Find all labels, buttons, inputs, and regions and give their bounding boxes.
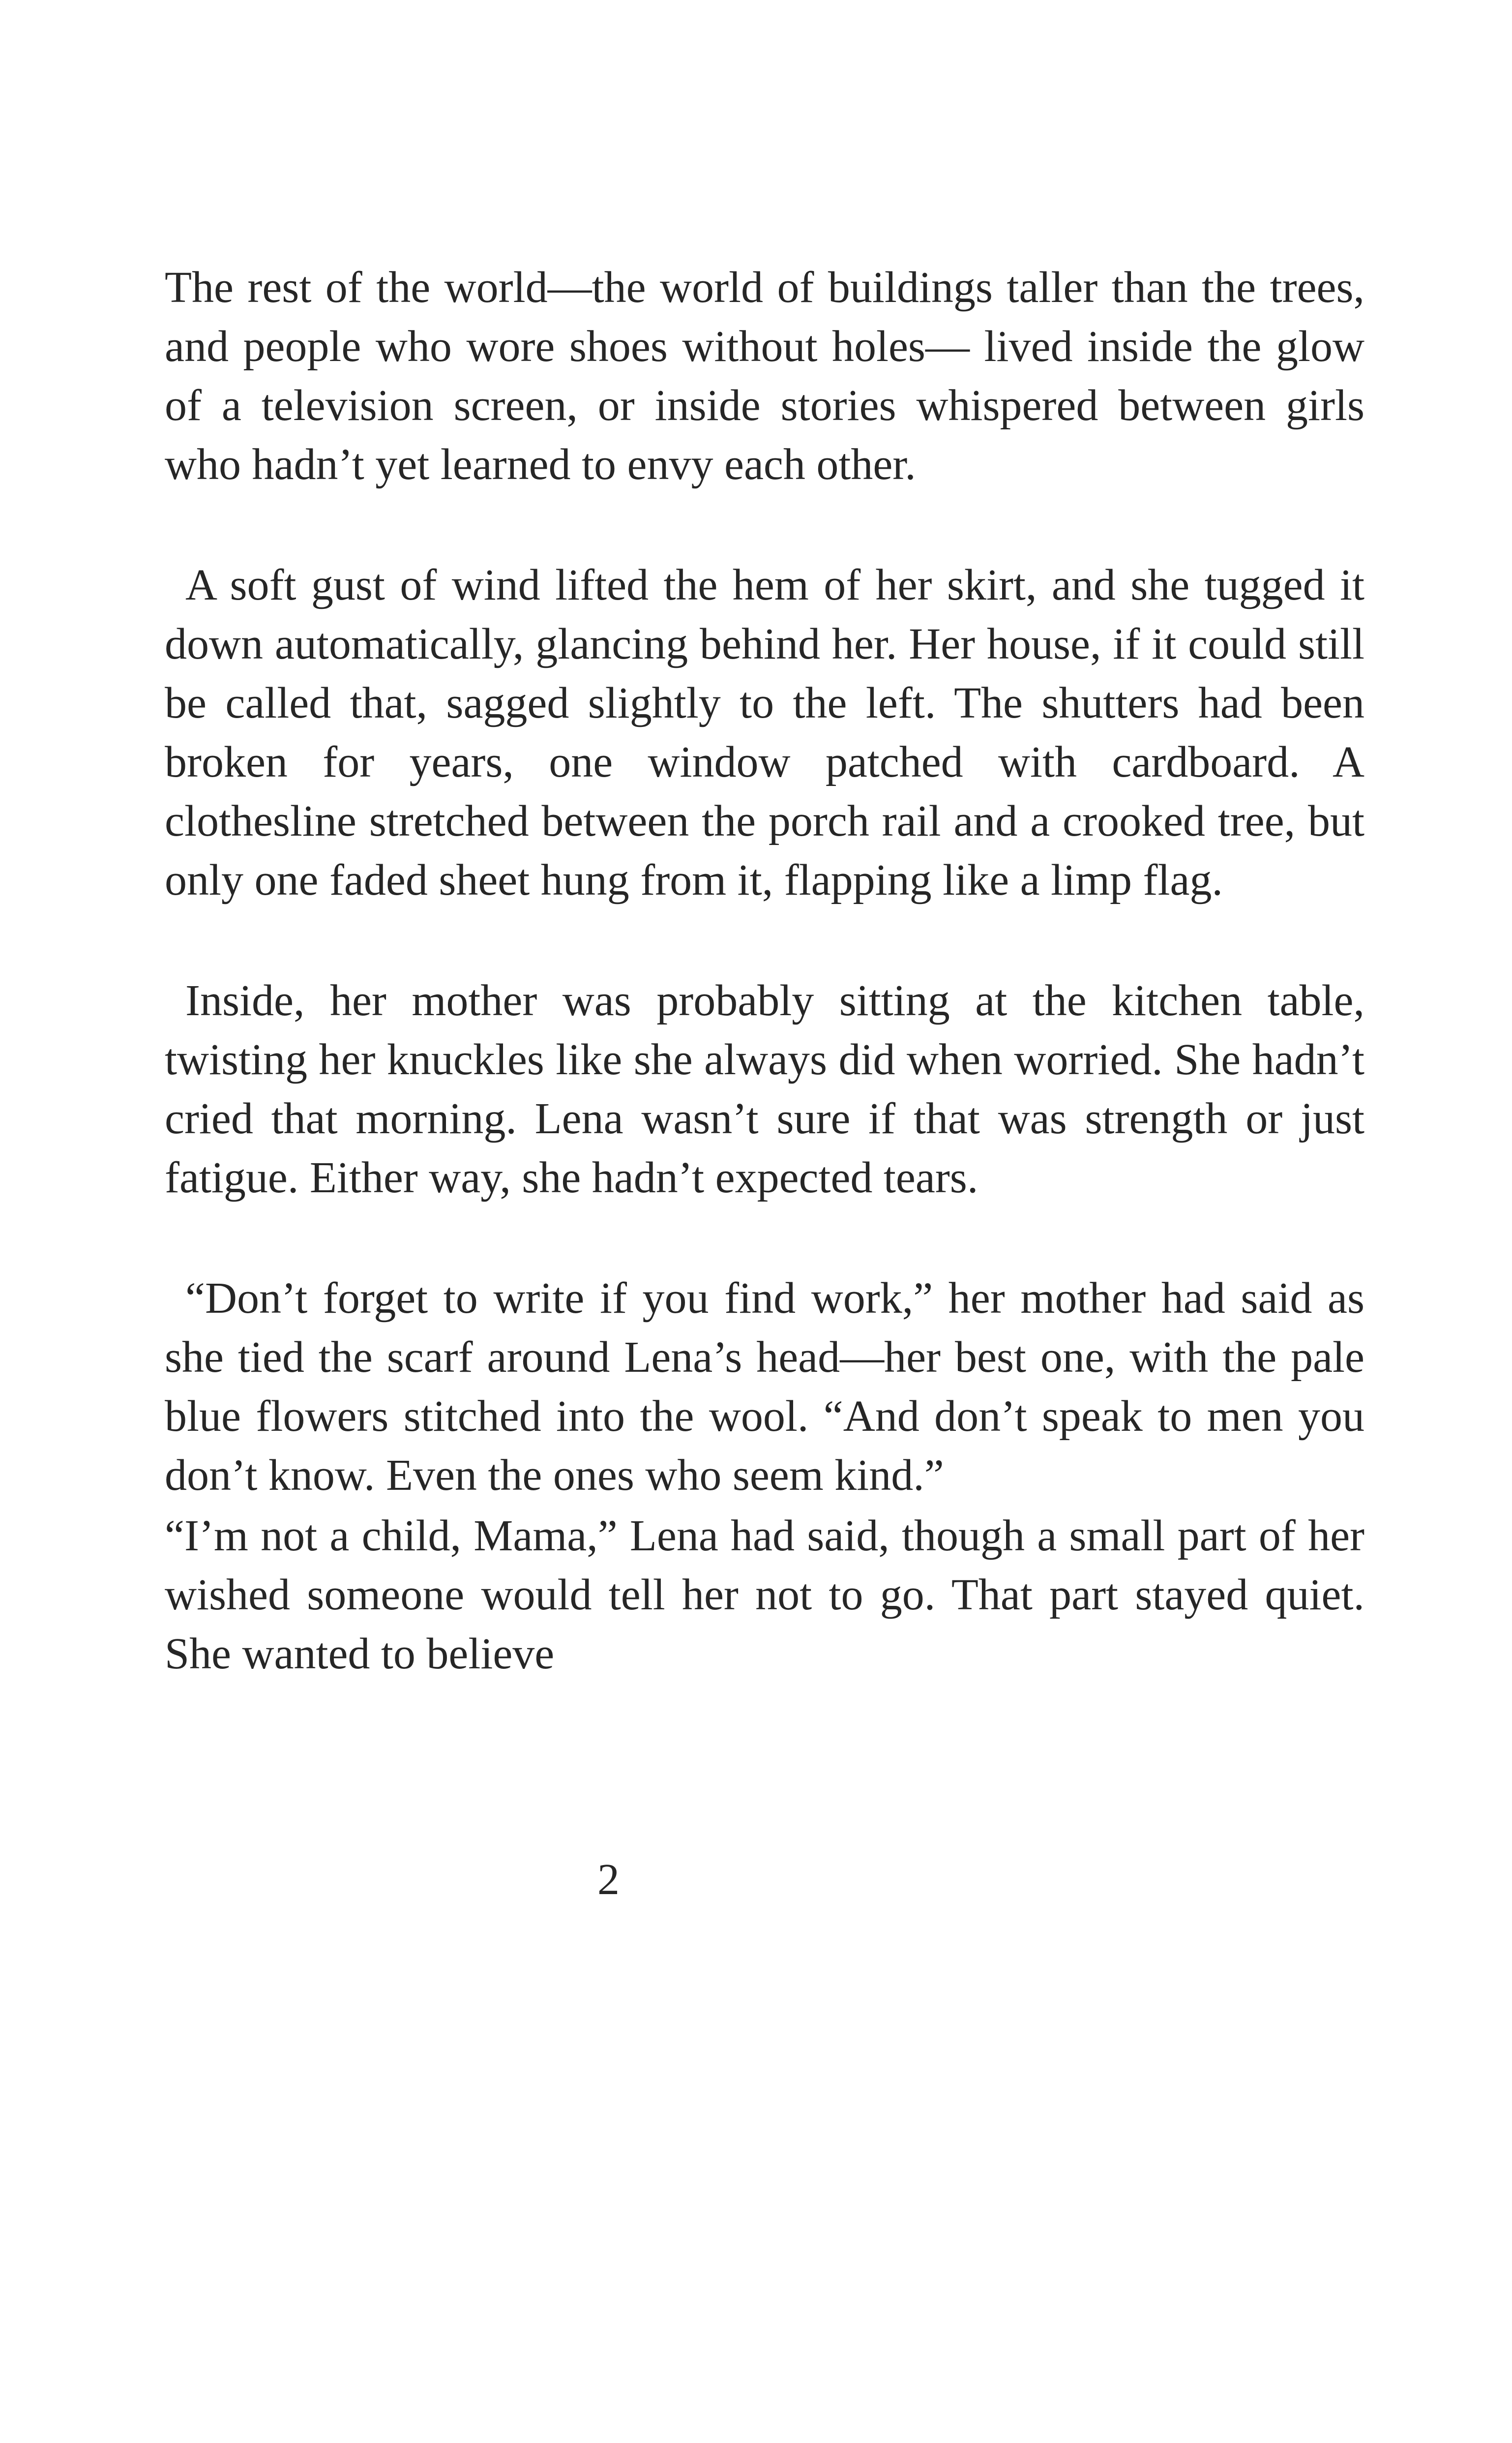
paragraph-1: The rest of the world—the world of buildings taller than the trees, and people who wore shoes without holes— lived inside the glow of a television screen, or inside stories whispered between girls who hadn’t yet learned to envy each other. <box>165 263 1364 489</box>
paragraph-4: “Don’t forget to write if you find work,” her mother had said as she tied the scarf around Lena’s head—her best one, with the pale blue flowers stitched into the wool. “And don’t speak to men you don’t know. Even the ones who seem kind.” <box>165 1274 1364 1500</box>
paragraph-2: A soft gust of wind lifted the hem of her skirt, and she tugged it down automatically, glancing behind her. Her house, if it could still be called that, sagged slightly to the left. The shutters had been broken for years, one window patched with cardboard. A clothesline stretched between the porch rail and a crooked tree, but only one faded sheet hung from it, flapping like a limp flag. <box>165 561 1364 905</box>
paragraph-3: Inside, her mother was probably sitting at the kitchen table, twisting her knuckles like she always did when worried. She hadn’t cried that morning. Lena wasn’t sure if that was strength or just fatigue. Either way, she hadn’t expected tears. <box>165 976 1364 1202</box>
page-number: 2 <box>597 1855 620 1904</box>
paragraph-5: “I’m not a child, Mama,” Lena had said, though a small part of her wished someone would tell her not to go. That part stayed quiet. She wanted to believe <box>165 1511 1364 1678</box>
